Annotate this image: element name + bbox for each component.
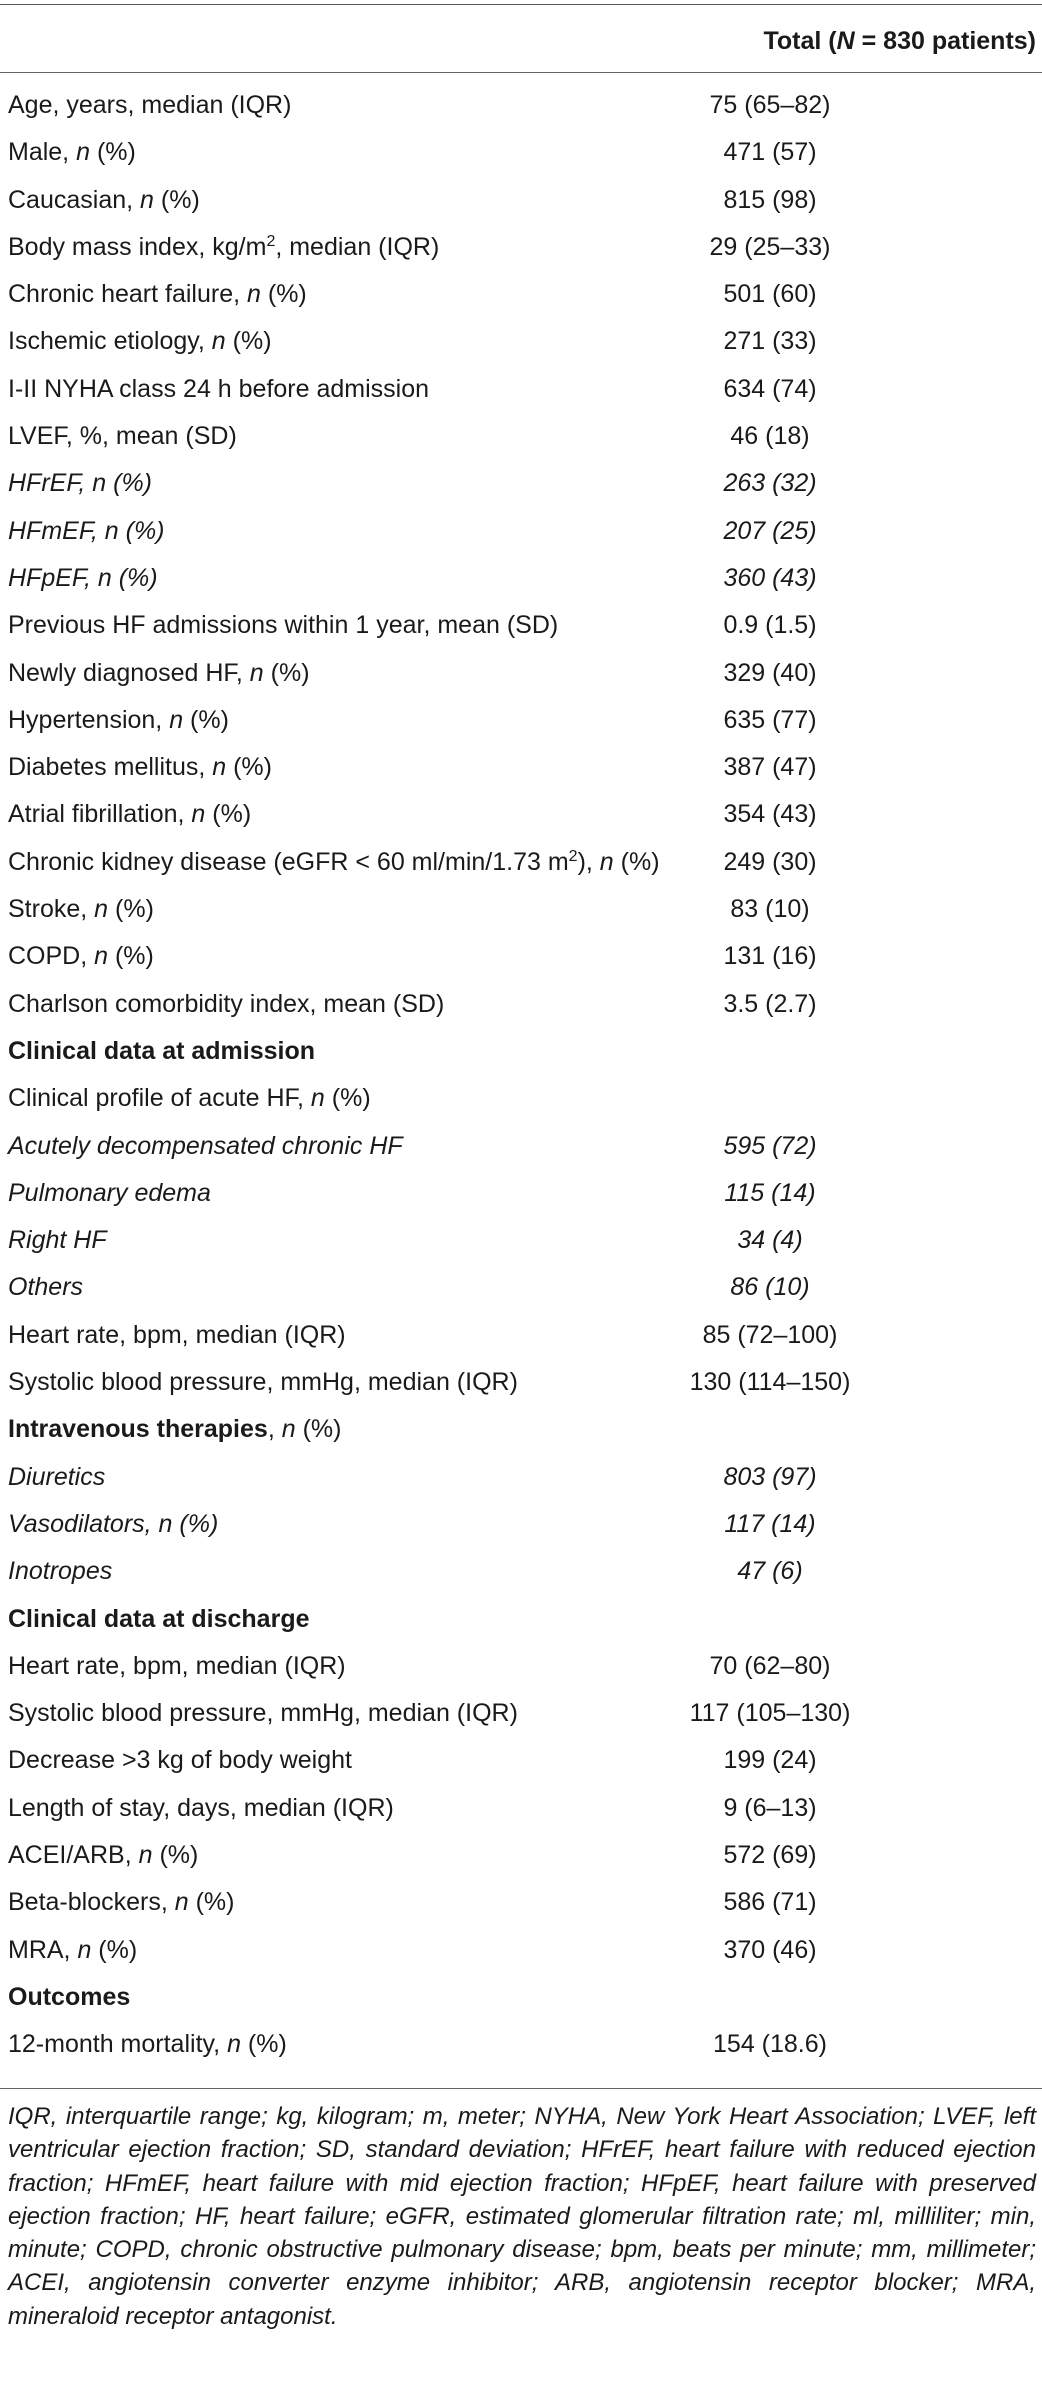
row-label: HFrEF, n (%)	[8, 469, 152, 498]
section-label: Outcomes	[8, 1982, 131, 2011]
row-label: Diuretics	[8, 1462, 106, 1491]
section-header-intravenous	[0, 1406, 1042, 1453]
table-row-subitem	[0, 1123, 1042, 1170]
table-row-subitem	[0, 508, 1042, 555]
row-value: 803 (97)	[723, 1462, 817, 1491]
table-row	[0, 318, 1042, 365]
table-row	[0, 1075, 1042, 1122]
section-label: Clinical data at discharge	[8, 1604, 310, 1633]
table-row	[0, 366, 1042, 413]
table-row-subitem	[0, 1170, 1042, 1217]
row-label: Hypertension, n (%)	[8, 705, 229, 734]
row-label: HFpEF, n (%)	[8, 563, 158, 592]
row-label: Ischemic etiology, n (%)	[8, 327, 272, 356]
row-value: 471 (57)	[723, 138, 817, 167]
row-value: 572 (69)	[723, 1840, 817, 1869]
row-value: 329 (40)	[723, 658, 817, 687]
table-body	[0, 82, 1042, 2068]
table-row	[0, 697, 1042, 744]
table-row	[0, 224, 1042, 271]
row-value: 70 (62–80)	[709, 1651, 831, 1680]
row-label: Newly diagnosed HF, n (%)	[8, 658, 310, 687]
row-value: 131 (16)	[723, 942, 817, 971]
section-header-discharge	[0, 1596, 1042, 1643]
row-label: Decrease >3 kg of body weight	[8, 1746, 352, 1775]
row-value: 46 (18)	[730, 422, 810, 451]
row-label: Diabetes mellitus, n (%)	[8, 753, 272, 782]
row-value: 387 (47)	[723, 753, 817, 782]
row-value: 47 (6)	[737, 1557, 803, 1586]
row-label: Caucasian, n (%)	[8, 185, 200, 214]
header-rule	[0, 72, 1042, 73]
row-value: 815 (98)	[723, 185, 817, 214]
table-row-subitem	[0, 1264, 1042, 1311]
table-row-subitem	[0, 1548, 1042, 1595]
table-row	[0, 1359, 1042, 1406]
row-value: 595 (72)	[723, 1131, 817, 1160]
row-label: Previous HF admissions within 1 year, mean (SD)	[8, 611, 559, 640]
row-label: Beta-blockers, n (%)	[8, 1888, 235, 1917]
table-row	[0, 82, 1042, 129]
row-value: 154 (18.6)	[713, 2030, 827, 2059]
row-value: 115 (14)	[724, 1178, 816, 1207]
table-row-subitem	[0, 1501, 1042, 1548]
row-value: 207 (25)	[723, 516, 817, 545]
row-value: 199 (24)	[723, 1746, 817, 1775]
section-label: Intravenous therapies, n (%)	[8, 1415, 342, 1444]
row-value: 9 (6–13)	[723, 1793, 817, 1822]
section-label: Clinical data at admission	[8, 1036, 316, 1065]
row-label: Others	[8, 1273, 84, 1302]
table-row	[0, 2021, 1042, 2068]
row-value: 354 (43)	[723, 800, 817, 829]
row-value: 271 (33)	[723, 327, 817, 356]
row-label: MRA, n (%)	[8, 1935, 138, 1964]
table-row	[0, 1785, 1042, 1832]
table-footnote: IQR, interquartile range; kg, kilogram; m, meter; NYHA, New York Heart Association; LVEF, left ventricular ejection fraction; SD, standard deviation; HFrEF, heart failure with reduced ejection fraction; HFmEF, heart failure with mid ejection fraction; HFpEF, heart failure with preserved ejection fraction; HF, heart failure; eGFR, estimated glomerular filtration rate; ml, milliliter; min, minute; COPD, chronic obstructive pulmonary disease; bpm, beats per minute; mm, millimeter; ACEI, angiotensin converter enzyme inhibitor; ARB, angiotensin receptor blocker; MRA, mineraloid receptor antagonist.	[8, 2103, 1036, 2330]
row-value: 586 (71)	[723, 1888, 817, 1917]
row-label: Chronic heart failure, n (%)	[8, 280, 307, 309]
row-value: 85 (72–100)	[702, 1320, 838, 1349]
table-row	[0, 744, 1042, 791]
table-row	[0, 1832, 1042, 1879]
row-label: COPD, n (%)	[8, 942, 154, 971]
column-header-total: Total (N = 830 patients)	[763, 27, 1036, 55]
row-label: Length of stay, days, median (IQR)	[8, 1793, 394, 1822]
row-value: 635 (77)	[723, 705, 817, 734]
table-row-subitem	[0, 1454, 1042, 1501]
table-bottom-rule	[0, 2088, 1042, 2089]
section-header-outcomes	[0, 1974, 1042, 2021]
row-label: Pulmonary edema	[8, 1178, 211, 1207]
table-row	[0, 1737, 1042, 1784]
table-row-subitem	[0, 460, 1042, 507]
table-row	[0, 1690, 1042, 1737]
row-label: Atrial fibrillation, n (%)	[8, 800, 252, 829]
table-row	[0, 413, 1042, 460]
row-value: 634 (74)	[723, 374, 817, 403]
row-label: 12-month mortality, n (%)	[8, 2030, 287, 2059]
table-row	[0, 1927, 1042, 1974]
row-label: Inotropes	[8, 1557, 113, 1586]
section-header-admission	[0, 1028, 1042, 1075]
row-value: 263 (32)	[723, 469, 817, 498]
row-value: 501 (60)	[723, 280, 817, 309]
row-value: 29 (25–33)	[709, 232, 831, 261]
row-value: 0.9 (1.5)	[723, 611, 817, 640]
table-header	[0, 5, 1042, 72]
row-label: Acutely decompensated chronic HF	[8, 1131, 403, 1160]
row-label: Systolic blood pressure, mmHg, median (IQR)	[8, 1699, 518, 1728]
row-value: 75 (65–82)	[709, 91, 831, 119]
table-row	[0, 981, 1042, 1028]
table-row	[0, 1879, 1042, 1926]
row-value: 83 (10)	[730, 895, 810, 924]
row-value: 34 (4)	[737, 1226, 803, 1255]
table-row-subitem	[0, 555, 1042, 602]
row-label: Age, years, median (IQR)	[8, 91, 292, 119]
row-value: 86 (10)	[730, 1273, 810, 1302]
row-label: Systolic blood pressure, mmHg, median (IQR)	[8, 1368, 518, 1397]
row-label: I-II NYHA class 24 h before admission	[8, 374, 430, 403]
row-label: Heart rate, bpm, median (IQR)	[8, 1320, 346, 1349]
row-label: Body mass index, $kg/m^2$, median (IQR)	[8, 232, 440, 261]
table-row	[0, 839, 1042, 886]
row-label: Right HF	[8, 1226, 107, 1255]
table-row	[0, 1643, 1042, 1690]
row-value: 117 (105–130)	[689, 1699, 851, 1728]
row-value: 117 (14)	[724, 1509, 816, 1538]
row-value: 3.5 (2.7)	[723, 989, 817, 1018]
table-row-subitem	[0, 1217, 1042, 1264]
row-label: Male, n (%)	[8, 138, 136, 167]
row-label: HFmEF, n (%)	[8, 516, 165, 545]
table-row	[0, 271, 1042, 318]
table-row	[0, 650, 1042, 697]
table-row	[0, 602, 1042, 649]
table-row	[0, 791, 1042, 838]
table-row	[0, 1312, 1042, 1359]
row-value: 360 (43)	[723, 563, 817, 592]
row-label: Chronic kidney disease (eGFR < 60 ml/min/1.73 $m^2$), n (%)	[8, 847, 660, 876]
table-row	[0, 129, 1042, 176]
row-label: Clinical profile of acute HF, n (%)	[8, 1084, 371, 1113]
table-row	[0, 177, 1042, 224]
row-label: Stroke, n (%)	[8, 895, 154, 924]
table-row	[0, 933, 1042, 980]
row-label: Vasodilators, n (%)	[8, 1509, 219, 1538]
row-value: 370 (46)	[723, 1935, 817, 1964]
row-label: Charlson comorbidity index, mean (SD)	[8, 989, 445, 1018]
row-label: Heart rate, bpm, median (IQR)	[8, 1651, 346, 1680]
row-label: LVEF, %, mean (SD)	[8, 422, 237, 451]
row-value: 130 (114–150)	[689, 1368, 851, 1397]
row-value: 249 (30)	[723, 847, 817, 876]
table-row	[0, 886, 1042, 933]
row-label: ACEI/ARB, n (%)	[8, 1840, 199, 1869]
